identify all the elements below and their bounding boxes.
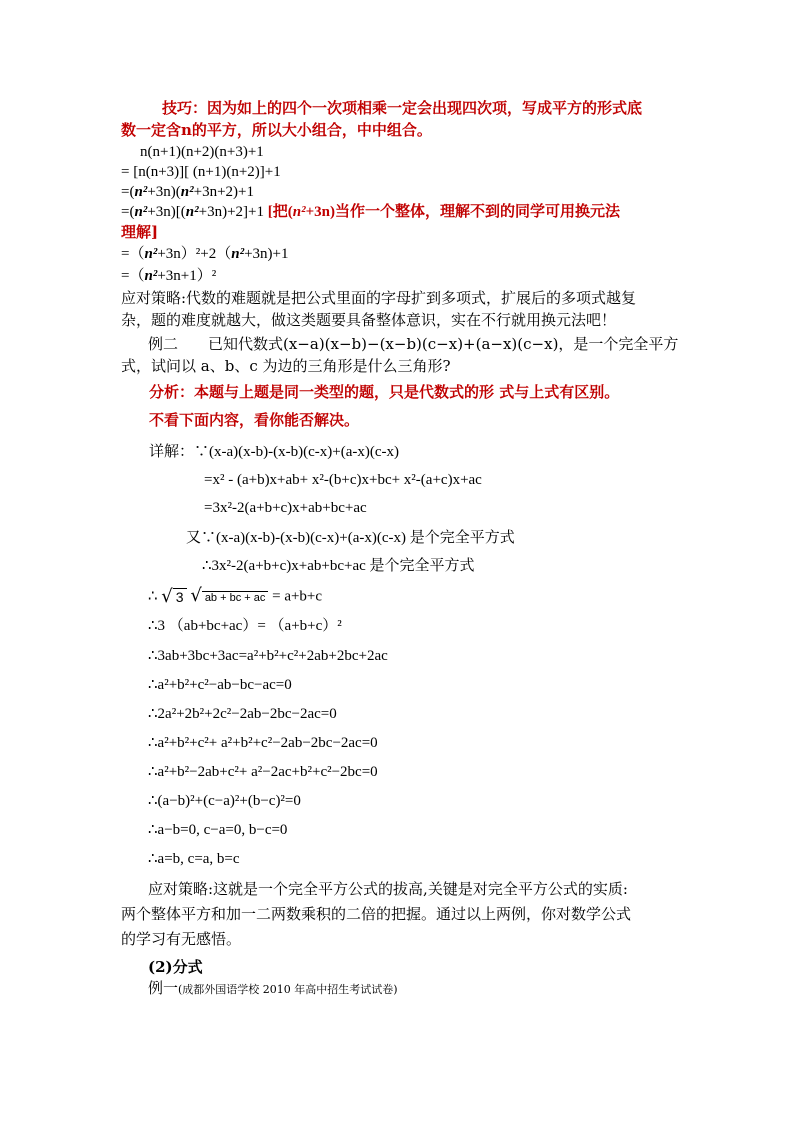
strategy-2-line-1: 应对策略:这就是一个完全平方公式的拔高,关键是对完全平方公式的实质:	[148, 880, 628, 898]
step-2: = [n(n+3)][ (n+1)(n+2)]+1	[121, 164, 281, 180]
step-3: =(n²+3n)(n²+3n+2)+1	[121, 184, 254, 200]
example-2-line-2: 式，试问以 a、b、c 为边的三角形是什么三角形?	[121, 357, 451, 375]
solution-line-10: ∴2a²+2b²+2c²−2ab−2bc−2ac=0	[148, 706, 337, 722]
step-4: =(n²+3n)[(n²+3n)+2]+1 [把(n²+3n)当作一个整体，理解不到的同学可用换元法	[121, 204, 620, 220]
solution-line-13: ∴(a−b)²+(c−a)²+(b−c)²=0	[148, 793, 301, 809]
solution-line-7: ∴3 （ab+bc+ac）= （a+b+c）²	[148, 618, 342, 634]
solution-line-8: ∴3ab+3bc+3ac=a²+b²+c²+2ab+2bc+2ac	[148, 648, 388, 664]
solution-line-1: 详解：∵(x-a)(x-b)-(x-b)(c-x)+(a-x)(c-x)	[149, 444, 399, 460]
tip-line-1: 技巧：因为如上的四个一次项相乘一定会出现四次项，写成平方的形式底	[162, 99, 643, 117]
section-heading: (2)分式	[148, 958, 203, 976]
tip-line-2: 数一定含n的平方，所以大小组合，中中组合。	[121, 121, 432, 139]
solution-line-14: ∴a−b=0, c−a=0, b−c=0	[148, 822, 288, 838]
strategy-2-line-2: 两个整体平方和加一二两数乘积的二倍的把握。通过以上两例，你对数学公式	[121, 905, 632, 923]
solution-line-9: ∴a²+b²+c²−ab−bc−ac=0	[148, 677, 292, 693]
solution-line-11: ∴a²+b²+c²+ a²+b²+c²−2ab−2bc−2ac=0	[148, 735, 378, 751]
step-4-note-end: 理解]	[121, 223, 159, 241]
sqrt-3: √ 3	[161, 587, 186, 608]
solution-line-4: 又∵(x-a)(x-b)-(x-b)(c-x)+(a-x)(c-x) 是个完全平方式	[186, 530, 515, 546]
solution-line-15: ∴a=b, c=a, b=c	[148, 851, 240, 867]
step-6: =（n²+3n+1）²	[121, 268, 217, 284]
example-source: (成都外国语学校 2010 年高中招生考试试卷)	[178, 983, 398, 996]
step-1: n(n+1)(n+2)(n+3)+1	[140, 144, 264, 160]
sqrt-ab-bc-ac: √ ab + bc + ac	[190, 586, 268, 608]
section-example	[148, 978, 398, 1000]
solution-line-12: ∴a²+b²−2ab+c²+ a²−2ac+b²+c²−2bc=0	[148, 764, 378, 780]
strategy-1-line-1: 应对策略:代数的难题就是把公式里面的字母扩到多项式，扩展后的多项式越复	[121, 289, 637, 307]
analysis-line-1: 分析：本题与上题是同一类型的题，只是代数式的形 式与上式有区别。	[149, 383, 620, 401]
example-label: 例一	[148, 979, 179, 997]
example-2-line-1: 例二 已知代数式(x−a)(x−b)−(x−b)(c−x)+(a−x)(c−x)，是一个完全平方	[148, 335, 679, 353]
solution-line-6: ∴ √ 3 √ ab + bc + ac = a+b+c	[148, 585, 323, 607]
solution-line-5: ∴3x²-2(a+b+c)x+ab+bc+ac 是个完全平方式	[202, 558, 475, 574]
solution-line-3: =3x²-2(a+b+c)x+ab+bc+ac	[204, 500, 367, 516]
analysis-line-2: 不看下面内容，看你能否解决。	[149, 411, 360, 429]
strategy-1-line-2: 杂，题的难度就越大，做这类题要具备整体意识，实在不行就用换元法吧！	[121, 311, 617, 329]
step-5: =（n²+3n）²+2（n²+3n)+1	[121, 246, 289, 262]
solution-line-2: =x² - (a+b)x+ab+ x²-(b+c)x+bc+ x²-(a+c)x+ac	[204, 472, 482, 488]
strategy-2-line-3: 的学习有无感悟。	[121, 930, 242, 948]
